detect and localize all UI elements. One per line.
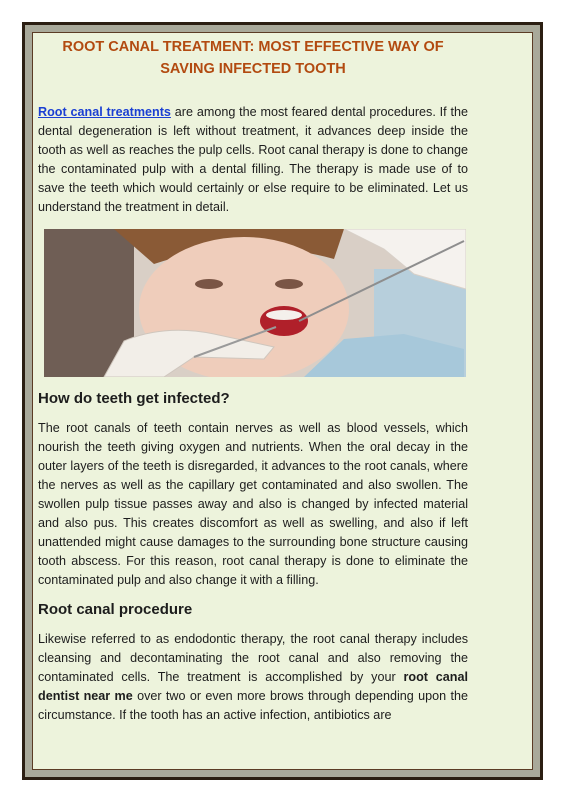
intro-paragraph: [38, 103, 468, 217]
section-heading-procedure: Root canal procedure: [38, 601, 193, 618]
procedure-text-before: Likewise referred to as endodontic therapy, the root canal therapy includes cleansing and decontaminating the root canal and also removing the contaminated cells. The treatment is accomplished by your: [38, 632, 468, 684]
procedure-text-after: over two or even more brows through depending upon the circumstance. If the tooth has an active infection, antibiotics are: [38, 689, 468, 722]
intro-text: are among the most feared dental procedures. If the dental degeneration is left without treatment, it advances deep inside the tooth as well as reaches the pulp cells. Root canal therapy is done to change the contaminated pulp with a dental filling. The therapy is made use of to save the teeth which would certainly or else require to be eliminated. Let us understand the treatment in detail.: [38, 105, 469, 214]
root-canal-treatments-link[interactable]: Root canal treatments: [38, 105, 171, 119]
section-body-infection: The root canals of teeth contain nerves as well as blood vessels, which nourish the teeth giving oxygen and nutrients. When the oral decay in the outer layers of the teeth is disregarded, it advances to the root canals, where the nerves as well as the capillary get contaminated and also swollen. The swollen pulp tissue passes away and also is changed by infected material and also pus. This creates discomfort as well as swelling, and also if left unattended might cause damages to the surrounding bone structure causing tooth abscess. For this reason, root canal therapy is done to eliminate the contaminated pulp and also change it with a filling.: [38, 421, 468, 587]
child-dental-exam-photo: [44, 229, 466, 377]
page-title: ROOT CANAL TREATMENT: MOST EFFECTIVE WAY OF SAVING INFECTED TOOTH: [62, 39, 444, 77]
dentist-keyword: root canal dentist near me: [38, 670, 468, 703]
section-body-procedure: [38, 630, 468, 725]
document-page: [38, 36, 468, 725]
section-heading-infection: How do teeth get infected?: [38, 390, 230, 407]
child-dental-exam-illustration: [44, 229, 466, 377]
